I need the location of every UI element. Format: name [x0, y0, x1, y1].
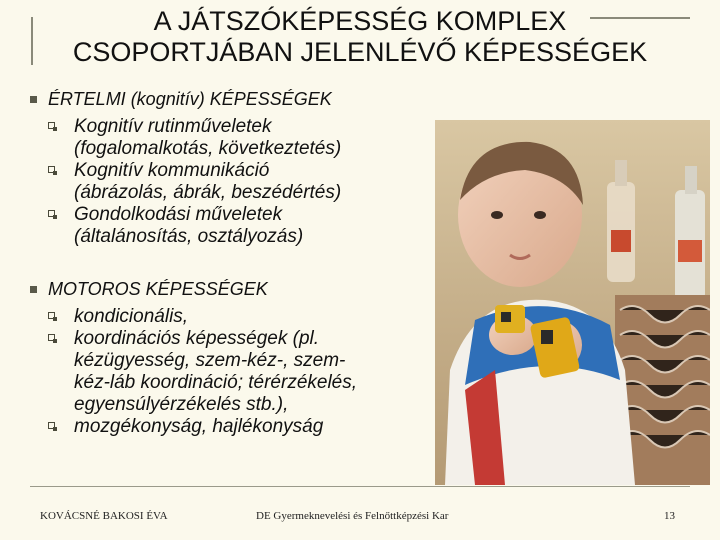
list-item: [28, 116, 448, 160]
item-text: (ábrázolás, ábrák, beszédértés): [74, 182, 342, 203]
item-text: Kognitív kommunikáció: [74, 160, 270, 181]
item-text: kondicionális,: [74, 306, 189, 327]
footer-institution: DE Gyermeknevelési és Felnőttképzési Kar: [256, 510, 449, 522]
item-text: kéz-láb koordináció; térérzékelés,: [74, 372, 358, 393]
section-heading: MOTOROS KÉPESSÉGEK: [48, 279, 268, 299]
checkbox-bullet-icon: [48, 210, 55, 217]
list-item: [28, 416, 448, 438]
item-text: Gondolkodási műveletek: [74, 204, 283, 225]
photo-illustration: [435, 120, 710, 485]
list-item: [28, 160, 448, 204]
title-line-1: A JÁTSZÓKÉPESSÉG KOMPLEX: [153, 6, 567, 36]
footer-rule: [30, 486, 690, 487]
checkbox-bullet-icon: [48, 334, 55, 341]
item-text: egyensúlyérzékelés stb.),: [74, 394, 289, 415]
section-heading: ÉRTELMI (kognitív) KÉPESSÉGEK: [48, 89, 332, 109]
slide-title: [30, 6, 690, 68]
item-text: mozgékonyság, hajlékonyság: [74, 416, 324, 437]
item-text: (fogalomalkotás, következtetés): [74, 138, 342, 159]
content-area: [28, 88, 448, 438]
checkbox-bullet-icon: [48, 422, 55, 429]
section-motor: [28, 278, 448, 300]
page-number: 13: [664, 510, 675, 522]
list-item: [28, 328, 448, 416]
title-line-2: CSOPORTJÁBAN JELENLÉVŐ KÉPESSÉGEK: [72, 37, 648, 67]
section-cognitive: [28, 88, 448, 110]
list-item: [28, 306, 448, 328]
checkbox-bullet-icon: [48, 122, 55, 129]
photo-boy-playing: [435, 120, 710, 485]
square-bullet-icon: [30, 96, 37, 103]
checkbox-bullet-icon: [48, 312, 55, 319]
checkbox-bullet-icon: [48, 166, 55, 173]
square-bullet-icon: [30, 286, 37, 293]
item-text: kézügyesség, szem-kéz-, szem-: [74, 350, 346, 371]
footer-author: KOVÁCSNÉ BAKOSI ÉVA: [40, 510, 168, 522]
list-item: [28, 204, 448, 248]
item-text: Kognitív rutinműveletek: [74, 116, 272, 137]
item-text: koordinációs képességek (pl.: [74, 328, 320, 349]
item-text: (általánosítás, osztályozás): [74, 226, 304, 247]
